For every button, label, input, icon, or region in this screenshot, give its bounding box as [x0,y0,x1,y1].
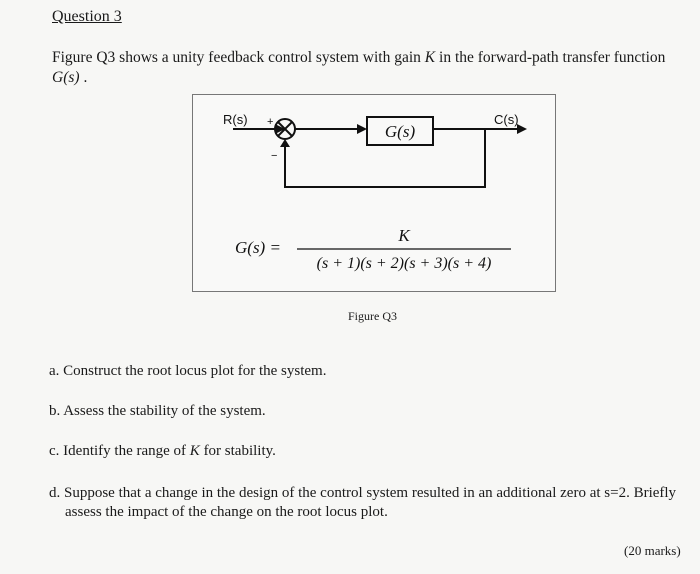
output-label: C(s) [494,112,519,127]
question-intro [52,48,682,88]
forward-arrowhead [357,124,367,134]
question-a [49,362,326,381]
equation-denominator: (s + 1)(s + 2)(s + 3)(s + 4) [316,255,492,272]
marks-label: (20 marks) [624,543,681,558]
input-label: R(s) [223,112,248,127]
question-d-label: d. [49,485,61,501]
intro-transfer-function: G(s) [52,69,80,86]
question-heading: Question 3 [52,8,122,25]
intro-gain-symbol: K [424,49,436,66]
question-b [49,402,266,421]
intro-text-1: Figure Q3 shows a unity feedback control system with gain [52,49,421,66]
question-d-line2: assess the impact of the change on the root locus plot. [65,504,388,520]
question-c [49,442,276,461]
minus-sign: − [271,150,278,162]
equation-lhs: G(s) = [235,238,281,257]
feedback-arrowhead [280,139,290,147]
question-c-symbol: K [189,443,200,459]
plus-sign: + [267,116,274,128]
question-a-label: a. [49,363,60,379]
question-d [49,484,689,522]
question-c-label: c. [49,443,60,459]
block-diagram [193,95,555,291]
figure-caption: Figure Q3 [348,309,397,323]
question-d-line1: Suppose that a change in the design of the control system resulted in an additional zero at s=2. Briefly [64,485,677,501]
figure-q3-box [192,94,556,292]
block-label: G(s) [384,122,416,141]
question-c-text-after: for stability. [203,443,276,459]
question-c-text-before: Identify the range of [63,443,187,459]
question-b-label: b. [49,403,61,419]
intro-end: . [83,69,88,86]
question-a-text: Construct the root locus plot for the system. [63,363,327,379]
equation-numerator: K [398,226,410,245]
question-b-text: Assess the stability of the system. [63,403,266,419]
intro-text-2: in the forward-path transfer function [439,49,666,66]
